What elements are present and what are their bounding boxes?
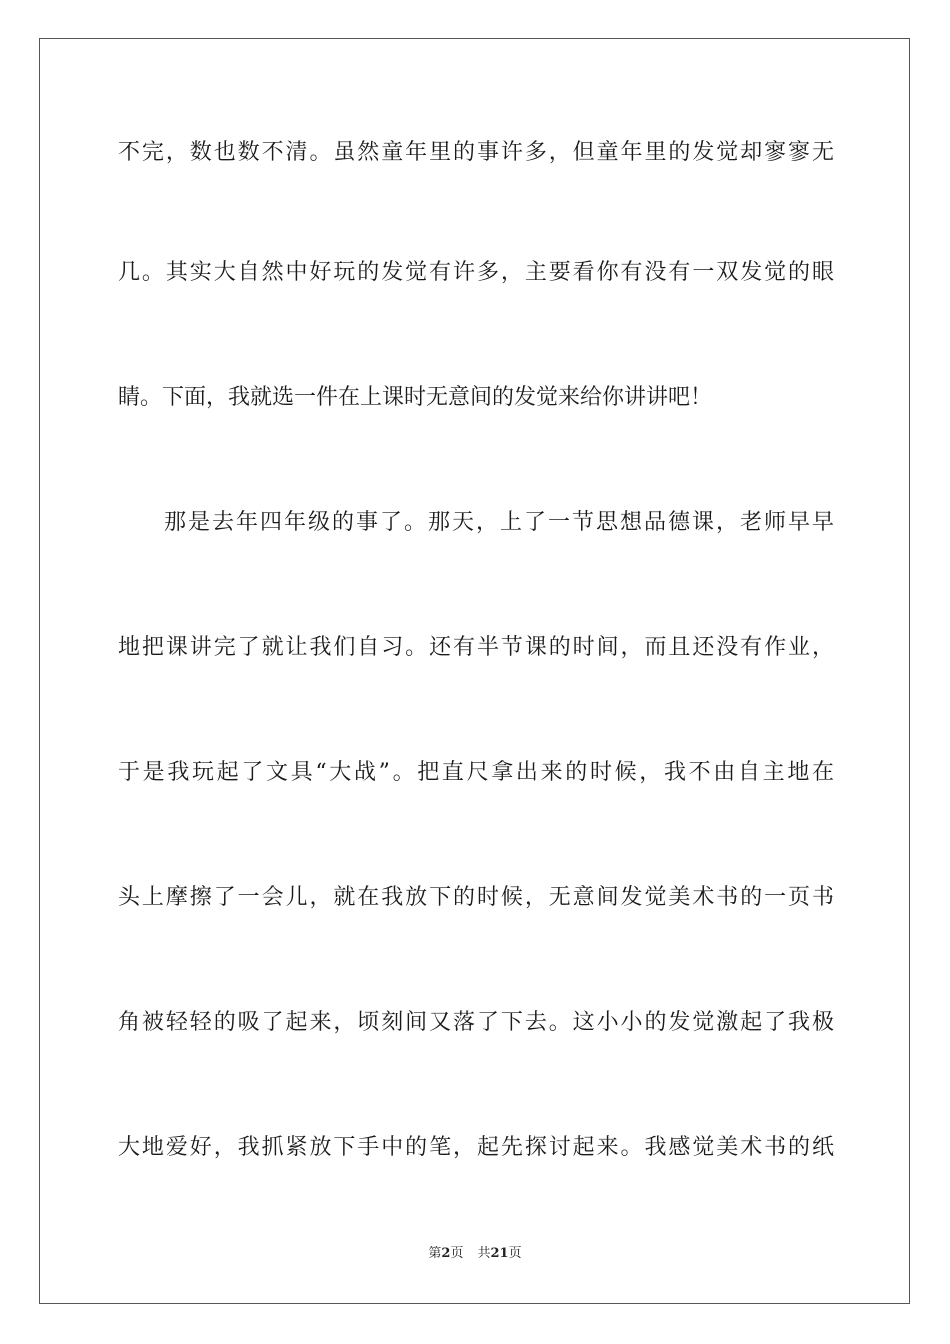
text-line-2: 几。其实大自然中好玩的发觉有许多，主要看你有没有一双发觉的眼: [118, 260, 834, 285]
paragraph-2-first-line: 那是去年四年级的事了。那天，上了一节思想品德课，老师早早: [164, 510, 834, 535]
text-line-1: 不完，数也数不清。虽然童年里的事许多，但童年里的发觉却寥寥无: [118, 140, 834, 165]
page-suffix: 页: [450, 1246, 464, 1261]
total-pages: 21: [490, 1246, 509, 1261]
total-prefix: 共: [477, 1246, 491, 1261]
text-line-9: 大地爱好，我抓紧放下手中的笔，起先探讨起来。我感觉美术书的纸: [118, 1135, 834, 1160]
page-number: 2: [441, 1246, 451, 1261]
text-line-8: 角被轻轻的吸了起来，顷刻间又落了下去。这小小的发觉激起了我极: [118, 1010, 834, 1035]
total-suffix: 页: [508, 1246, 522, 1261]
text-line-5: 地把课讲完了就让我们自习。还有半节课的时间，而且还没有作业，: [118, 635, 834, 660]
text-line-7: 头上摩擦了一会儿，就在我放下的时候，无意间发觉美术书的一页书: [118, 885, 834, 910]
text-line-3: 睛。下面，我就选一件在上课时无意间的发觉来给你讲讲吧！: [118, 385, 713, 410]
text-line-6: 于是我玩起了文具“大战”。把直尺拿出来的时候，我不由自主地在: [118, 760, 834, 785]
page-border: [39, 38, 910, 1304]
page-footer: [0, 1245, 950, 1263]
page-prefix: 第: [428, 1246, 442, 1261]
